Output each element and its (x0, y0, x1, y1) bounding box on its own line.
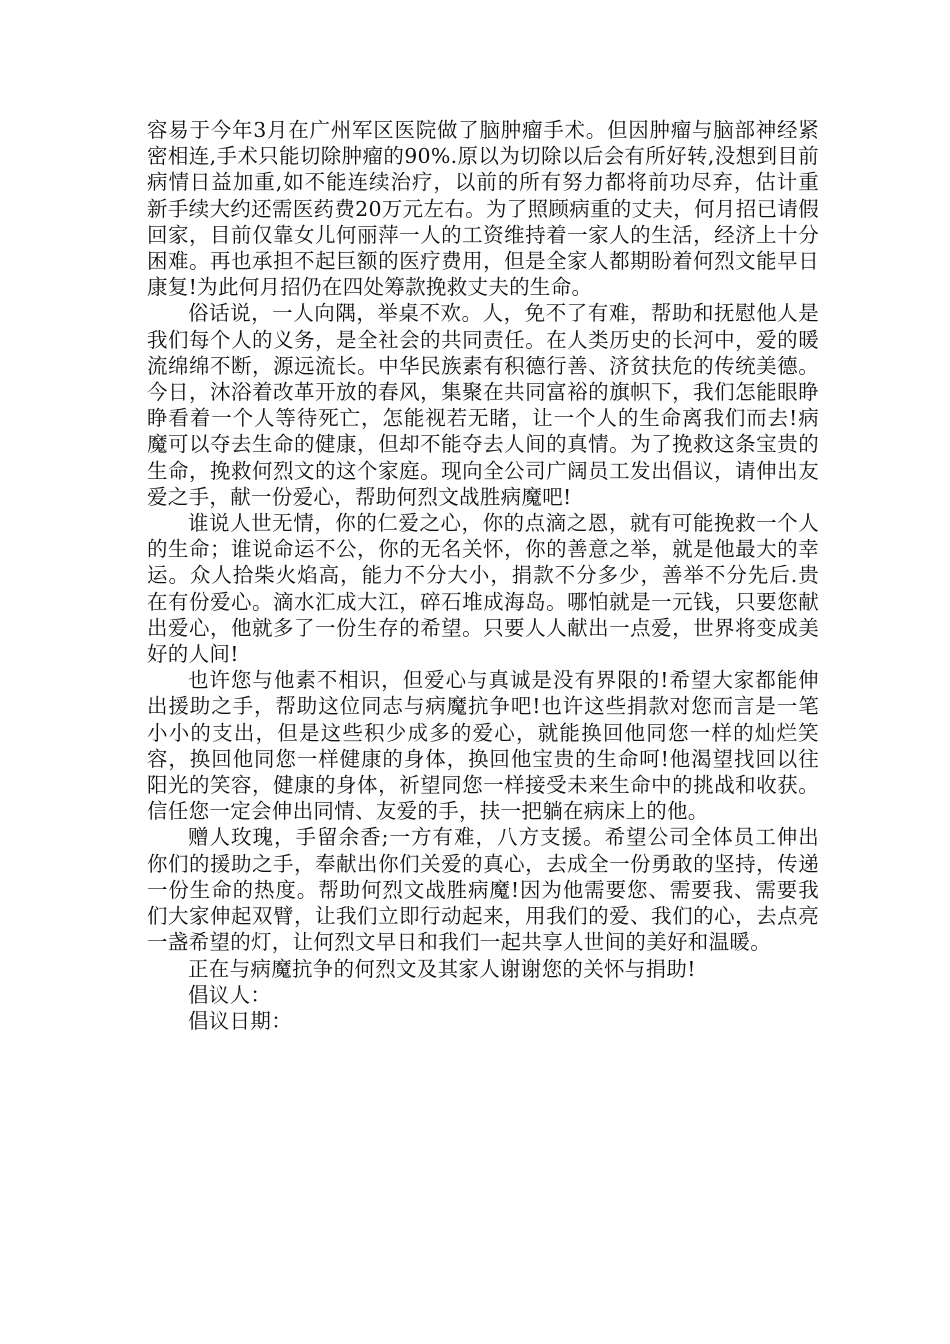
paragraph-4: 也许您与他素不相识，但爱心与真诚是没有界限的!希望大家都能伸出援助之手，帮助这位同志与病魔抗争吧!也许这些捐款对您而言是一笔小小的支出，但是这些积少成多的爱心，就能换回他同您一样的灿烂笑容，换回他同您一样健康的身体，换回他宝贵的生命呵!他渴望找回以往阳光的笑容，健康的身体，祈望同您一样接受未来生命中的挑战和收获。信任您一定会伸出同情、友爱的手，扶一把躺在病床上的他。 (147, 668, 819, 824)
date-label: 倡议日期： (188, 1008, 292, 1033)
paragraph-3: 谁说人世无情，你的仁爱之心，你的点滴之恩，就有可能挽救一个人的生命；谁说命运不公，你的无名关怀，你的善意之举，就是他最大的幸运。众人拾柴火焰高，能力不分大小，捐款不分多少，善举不分先后.贵在有份爱心。滴水汇成大江，碎石堆成海岛。哪怕就是一元钱，只要您献出爱心，他就多了一份生存的希望。只要人人献出一点爱，世界将变成美好的人间! (147, 511, 819, 667)
document-body (147, 117, 819, 1034)
thanks-line: 正在与病魔抗争的何烈文及其家人谢谢您的关怀与捐助! (188, 956, 696, 981)
paragraph-1: 容易于今年3月在广州军区医院做了脑肿瘤手术。但因肿瘤与脑部神经紧密相连,手术只能切除肿瘤的90%.原以为切除以后会有所好转,没想到目前病情日益加重,如不能连续治疗，以前的所有努力都将前功尽弃，估计重新手续大约还需医药费20万元左右。为了照顾病重的丈夫，何月招已请假回家，目前仅靠女儿何丽萍一人的工资维持着一家人的生活，经济上十分困难。再也承担不起巨额的医疗费用，但是全家人都期盼着何烈文能早日康复!为此何月招仍在四处筹款挽救丈夫的生命。 (147, 118, 819, 300)
paragraph-5: 赠人玫瑰，手留余香;一方有难，八方支援。希望公司全体员工伸出你们的援助之手，奉献出你们关爱的真心，去成全一份勇敢的坚持，传递一份生命的热度。帮助何烈文战胜病魔!因为他需要您、需要我、需要我们大家伸起双臂，让我们立即行动起来，用我们的爱、我们的心，去点亮一盏希望的灯，让何烈文早日和我们一起共享人世间的美好和温暖。 (147, 825, 819, 955)
initiator-label: 倡议人： (188, 982, 272, 1007)
paragraph-2: 俗话说，一人向隅，举桌不欢。人，免不了有难，帮助和抚慰他人是我们每个人的义务，是全社会的共同责任。在人类历史的长河中，爱的暖流绵绵不断，源远流长。中华民族素有积德行善、济贫扶危的传统美德。今日，沐浴着改革开放的春风，集聚在共同富裕的旗帜下，我们怎能眼睁睁看着一个人等待死亡，怎能视若无睹，让一个人的生命离我们而去!病魔可以夺去生命的健康，但却不能夺去人间的真情。为了挽救这条宝贵的生命，挽救何烈文的这个家庭。现向全公司广阔员工发出倡议，请伸出友爱之手，献一份爱心，帮助何烈文战胜病魔吧! (147, 301, 819, 509)
